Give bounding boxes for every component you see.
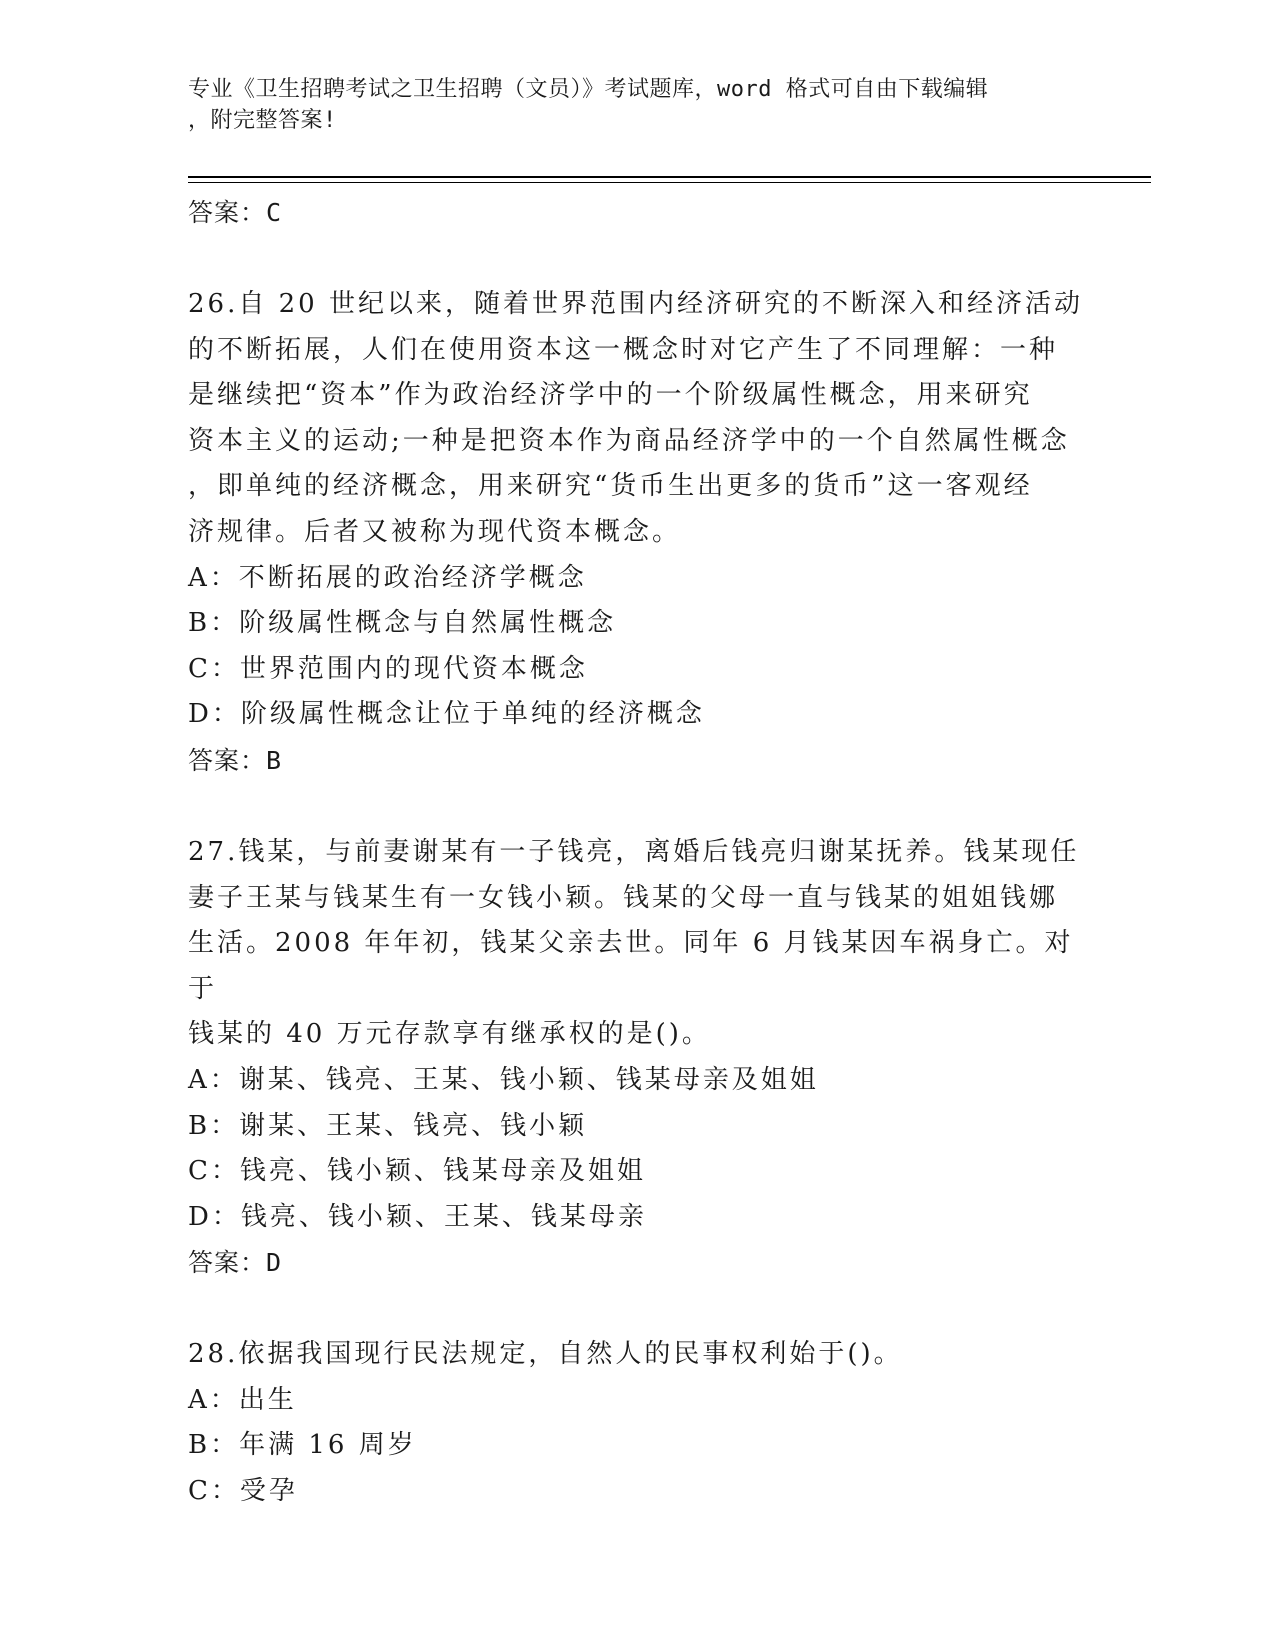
option-c: C：世界范围内的现代资本概念: [188, 653, 588, 684]
header-rule: [188, 176, 1151, 178]
question-text-line: 钱某的 40 万元存款享有继承权的是()。: [188, 1019, 711, 1050]
header-line: 专业《卫生招聘考试之卫生招聘（文员）》考试题库，word 格式可自由下载编辑: [188, 77, 989, 102]
option-a: A：不断拓展的政治经济学概念: [188, 562, 587, 593]
question-block: [188, 830, 1088, 1286]
option-d: D：阶级属性概念让位于单纯的经济概念: [188, 699, 705, 730]
question-text-line: 28.依据我国现行民法规定，自然人的民事权利始于()。: [188, 1339, 903, 1370]
question-text-line: 是继续把“资本”作为政治经济学中的一个阶级属性概念，用来研究: [188, 380, 1033, 411]
question-block: [188, 1332, 1088, 1514]
option-b: B：年满 16 周岁: [188, 1430, 417, 1461]
question-text-line: ，即单纯的经济概念，用来研究“货币生出更多的货币”这一客观经: [188, 471, 1033, 502]
header-rule: [188, 182, 1151, 183]
answer-line: 答案：D: [188, 1248, 283, 1278]
question-text-line: 的不断拓展，人们在使用资本这一概念时对它产生了不同理解：一种: [188, 334, 1059, 365]
option-d: D：钱亮、钱小颖、王某、钱某母亲: [188, 1201, 647, 1232]
question-text-line: 生活。2008 年年初，钱某父亲去世。同年 6 月钱某因车祸身亡。对于: [188, 928, 1074, 1004]
answer-line: 答案：B: [188, 745, 283, 775]
option-c: C：钱亮、钱小颖、钱某母亲及姐姐: [188, 1156, 646, 1187]
question-text-line: 26.自 20 世纪以来，随着世界范围内经济研究的不断深入和经济活动: [188, 289, 1083, 319]
answer-line: 答案：C: [188, 198, 283, 227]
question-text-line: 27.钱某，与前妻谢某有一子钱亮，离婚后钱亮归谢某抚养。钱某现任: [188, 836, 1080, 867]
option-a: A：谢某、钱亮、王某、钱小颖、钱某母亲及姐姐: [188, 1064, 819, 1095]
question-text-line: 妻子王某与钱某生有一女钱小颖。钱某的父母一直与钱某的姐姐钱娜: [188, 882, 1059, 913]
question-text-line: 济规律。后者又被称为现代资本概念。: [188, 516, 682, 547]
question-list: [188, 190, 1088, 1515]
option-b: B：阶级属性概念与自然属性概念: [188, 608, 617, 639]
header-line: ，附完整答案!: [188, 108, 337, 133]
option-a: A：出生: [188, 1384, 297, 1415]
option-b: B：谢某、王某、钱亮、钱小颖: [188, 1110, 588, 1141]
option-c: C：受孕: [188, 1476, 298, 1507]
question-text-line: 资本主义的运动;一种是把资本作为商品经济学中的一个自然属性概念: [188, 425, 1070, 456]
document-header: [188, 74, 1088, 136]
question-block: [188, 282, 1088, 784]
